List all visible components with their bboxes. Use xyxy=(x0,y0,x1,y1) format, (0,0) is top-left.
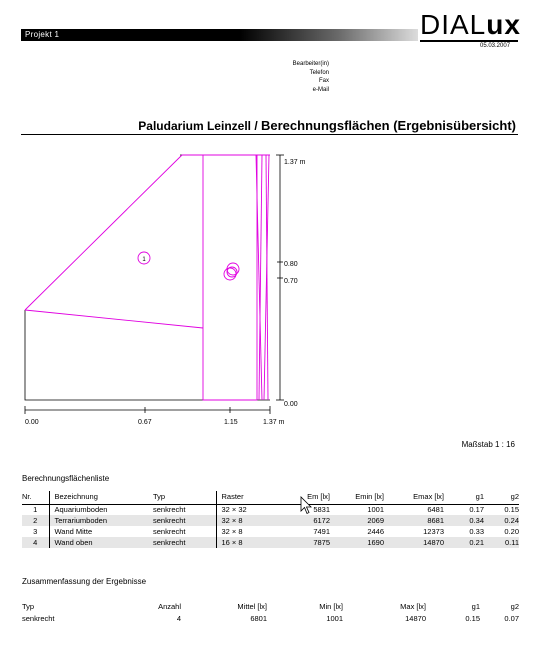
contact-editor: Bearbeiter(in) xyxy=(292,61,329,67)
col-header: Anzahl xyxy=(158,602,181,611)
col-header: Em [lx] xyxy=(307,492,330,502)
surface-outlines xyxy=(25,155,270,400)
col-header: Raster xyxy=(216,491,282,504)
table-header-row xyxy=(22,491,519,504)
calc-list-title: Berechnungsflächenliste xyxy=(22,474,110,483)
col-header: Bezeichnung xyxy=(49,491,153,504)
marker-label: 1 xyxy=(142,257,146,263)
table-row: 1 Aquariumboden senkrecht 32 × 32 5831 1001 6481 0.17 0.15 xyxy=(33,505,519,515)
col-header: Typ xyxy=(153,492,166,502)
table-row: 2 Terrariumboden senkrecht 32 × 8 6172 2069 8681 0.34 0.24 xyxy=(22,515,519,526)
project-name: Projekt 1 xyxy=(25,30,60,39)
col-header: Min [lx] xyxy=(319,602,343,611)
y-axis xyxy=(276,155,284,400)
col-header: Typ xyxy=(22,602,35,611)
contact-email: e-Mail xyxy=(312,86,329,93)
col-header: g2 xyxy=(510,602,519,611)
col-header: Nr. xyxy=(22,492,32,502)
col-header: Mittel [lx] xyxy=(237,602,267,611)
title-rule xyxy=(21,134,518,135)
col-header: g1 xyxy=(471,602,480,611)
y-tick-label: 1.37 m xyxy=(284,159,306,166)
col-header: Emin [lx] xyxy=(355,492,384,502)
x-tick-label: 0.00 xyxy=(25,419,39,426)
logo-underline xyxy=(420,40,518,42)
calc-surface-table xyxy=(22,491,519,548)
scale-label: Maßstab 1 : 16 xyxy=(461,440,515,449)
report-date: 05.03.2007 xyxy=(480,43,511,49)
contact-block xyxy=(293,60,329,94)
table-row: 4 Wand oben senkrecht 16 × 8 7875 1690 14870 0.21 0.11 xyxy=(22,537,519,548)
summary-title: Zusammenfassung der Ergebnisse xyxy=(22,577,147,586)
y-tick-label: 0.80 xyxy=(284,261,298,268)
header-bar xyxy=(21,29,418,41)
dialux-logo: DIALux xyxy=(420,9,521,40)
summary-table xyxy=(22,600,519,624)
page-title: Paludarium Leinzell / Berechnungsflächen (Ergebnisübersicht) xyxy=(138,118,516,133)
y-tick-label: 0.00 xyxy=(284,401,298,408)
x-tick-label: 1.37 m xyxy=(263,419,285,426)
col-header: g2 xyxy=(510,492,519,502)
y-tick-label: 0.70 xyxy=(284,278,298,285)
col-header: Emax [lx] xyxy=(413,492,444,502)
contact-fax: Fax xyxy=(318,78,329,84)
table-row: 3 Wand Mitte senkrecht 32 × 8 7491 2446 12373 0.33 0.20 xyxy=(33,527,519,536)
table-header-row xyxy=(22,600,519,613)
calculation-surfaces-drawing xyxy=(20,150,320,432)
col-header: g1 xyxy=(475,492,484,502)
x-tick-label: 0.67 xyxy=(138,419,152,426)
surface-markers xyxy=(138,252,239,280)
x-tick-label: 1.15 xyxy=(224,419,238,426)
table-row: senkrecht 4 6801 1001 14870 0.15 0.07 xyxy=(22,614,519,623)
drawing-frame xyxy=(25,155,270,400)
col-header: Max [lx] xyxy=(400,602,426,611)
mouse-pointer-icon xyxy=(300,496,314,516)
contact-phone: Telefon xyxy=(309,69,329,76)
x-axis xyxy=(25,406,270,414)
